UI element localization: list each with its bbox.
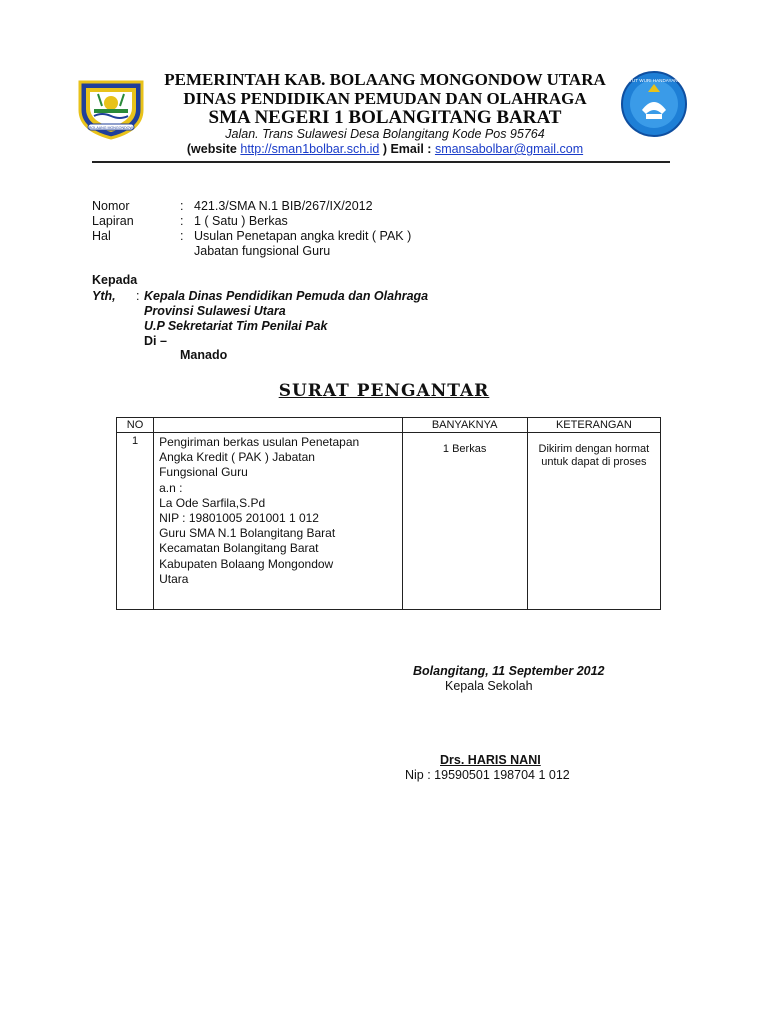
place-date: Bolangitang, 11 September 2012 [413, 664, 605, 678]
remarks-line2: untuk dapat di proses [541, 456, 647, 468]
desc-line: a.n : [159, 480, 183, 495]
recipient-line3: U.P Sekretariat Tim Penilai Pak [144, 319, 328, 333]
lampiran-label: Lapiran [92, 214, 134, 228]
table-header-row [117, 418, 661, 433]
header-quantity: BANYAKNYA [402, 418, 527, 433]
recipient-city: Manado [180, 348, 228, 362]
left-logo-text: BOLAANG MONGONDOW [89, 126, 133, 130]
letterhead-government: PEMERINTAH KAB. BOLAANG MONGONDOW UTARA [164, 70, 606, 89]
table-row [117, 433, 661, 610]
letterhead-department: DINAS PENDIDIKAN PEMUDAN DAN OLAHRAGA [183, 89, 587, 108]
desc-line: Fungsional Guru [159, 465, 248, 480]
desc-line: Angka Kredit ( PAK ) Jabatan [159, 450, 315, 465]
letterhead-address: Jalan. Trans Sulawesi Desa Bolangitang Kode Pos 95764 [225, 127, 545, 141]
hal-value-line1: Usulan Penetapan angka kredit ( PAK ) [194, 229, 412, 243]
recipient-line1: Kepala Dinas Pendidikan Pemuda dan Olahraga [144, 289, 429, 303]
hal-label: Hal [92, 229, 111, 243]
header-remarks: KETERANGAN [527, 418, 660, 433]
desc-line: Guru SMA N.1 Bolangitang Barat [159, 526, 336, 541]
row-remarks [527, 433, 660, 610]
email-link[interactable]: smansabolbar@gmail.com [434, 142, 584, 156]
letterhead-contact [120, 142, 650, 156]
desc-line: Kecamatan Bolangitang Barat [159, 541, 319, 556]
letterhead-school-name: SMA NEGERI 1 BOLANGITANG BARAT [208, 107, 562, 128]
lampiran-colon: : [180, 214, 184, 228]
lampiran-value: 1 ( Satu ) Berkas [194, 214, 288, 228]
desc-line: Pengiriman berkas usulan Penetapan [159, 435, 360, 449]
recipient-line4: Di – [144, 334, 167, 348]
remarks-line1: Dikirim dengan hormat [538, 443, 650, 455]
header-no: NO [117, 418, 154, 433]
letterhead-divider [92, 161, 670, 163]
desc-line: Utara [159, 571, 189, 586]
tut-wuri-handayani-icon [620, 70, 688, 138]
row-quantity: 1 Berkas [402, 433, 527, 610]
nomor-colon: : [180, 199, 184, 213]
desc-line: La Ode Sarfila,S.Pd [159, 495, 266, 510]
desc-line: Kabupaten Bolaang Mongondow [159, 556, 334, 571]
hal-colon: : [180, 229, 184, 243]
signer-name: Drs. HARIS NANI [440, 753, 541, 767]
hal-value-line2: Jabatan fungsional Guru [194, 244, 331, 258]
kepada-label: Kepada [92, 273, 138, 287]
letter-title: SURAT PENGANTAR [278, 381, 490, 401]
website-link[interactable]: http://sman1bolbar.sch.id [240, 142, 380, 156]
nomor-label: Nomor [92, 199, 130, 213]
document-list-table [116, 417, 661, 610]
row-no: 1 [117, 433, 154, 610]
header-description [154, 418, 402, 433]
yth-colon: : [136, 289, 140, 303]
desc-line: NIP : 19801005 201001 1 012 [159, 511, 319, 526]
website-prefix: (website [186, 142, 241, 156]
nomor-value: 421.3/SMA N.1 BIB/267/IX/2012 [194, 199, 373, 213]
regency-emblem-icon [76, 76, 146, 140]
yth-label: Yth, [92, 289, 116, 303]
recipient-line2: Provinsi Sulawesi Utara [144, 304, 286, 318]
row-description [154, 433, 402, 610]
signer-position: Kepala Sekolah [445, 679, 533, 693]
email-label: ) Email : [379, 142, 435, 156]
right-logo-text: TUT WURI HANDAYANI [629, 78, 679, 83]
signer-nip: Nip : 19590501 198704 1 012 [405, 768, 570, 782]
